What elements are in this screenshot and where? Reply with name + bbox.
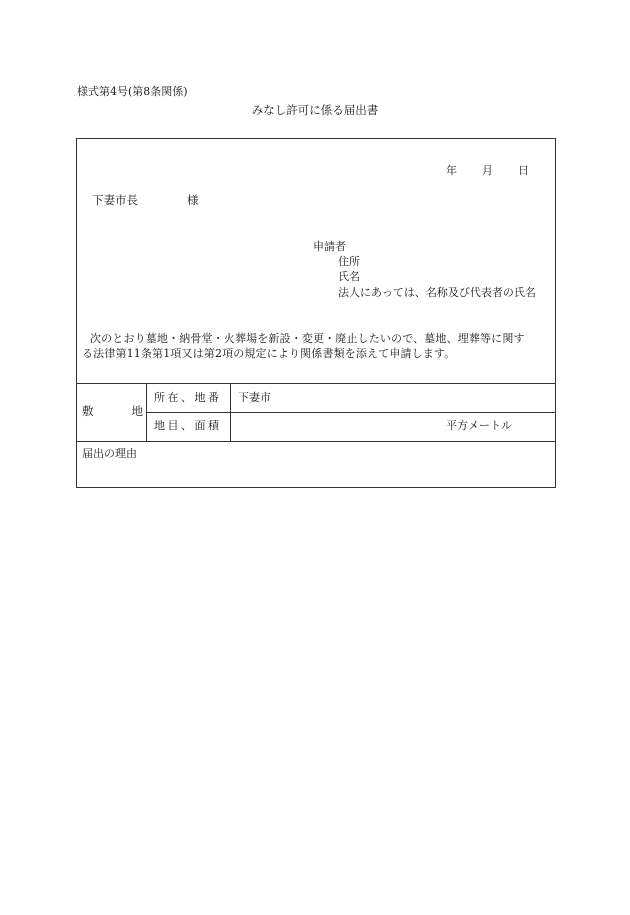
form-number-label: 様式第4号(第8条関係) xyxy=(77,85,188,98)
site-label xyxy=(82,406,143,418)
date-line xyxy=(446,165,529,176)
corporate-name-note: 法人にあっては、名称及び代表者の氏名 xyxy=(338,286,536,299)
location-lot-label: 所在、地番 xyxy=(154,391,222,404)
applicant-label: 申請者 xyxy=(313,240,346,253)
site-label-char-1: 敷 xyxy=(82,404,94,418)
day-label: 日 xyxy=(518,164,529,177)
divider-site-column xyxy=(146,383,147,441)
area-unit-label: 平方メートル xyxy=(446,419,512,432)
form-frame xyxy=(76,138,556,488)
document-title: みなし許可に係る届出書 xyxy=(251,103,379,117)
divider-reason-row xyxy=(76,441,555,442)
addressee-honorific: 様 xyxy=(187,193,199,207)
month-label: 月 xyxy=(482,164,493,177)
land-category-area-label: 地目、面積 xyxy=(154,419,222,432)
year-label: 年 xyxy=(446,164,457,177)
divider-site-rows xyxy=(146,412,555,413)
divider-label-column xyxy=(230,383,231,441)
address-label: 住所 xyxy=(338,255,360,268)
name-label: 氏名 xyxy=(338,270,360,283)
notification-reason-label: 届出の理由 xyxy=(82,447,137,460)
addressee-name: 下妻市長 xyxy=(92,193,138,207)
application-text-line-1: 次のとおり墓地・納骨堂・火葬場を新設・変更・廃止したいので、墓地、埋葬等に関す xyxy=(90,332,525,345)
site-label-char-2: 地 xyxy=(131,404,143,418)
location-value: 下妻市 xyxy=(238,391,271,404)
application-text-line-2: る法律第11条第1項又は第2項の規定により関係書類を添えて申請します。 xyxy=(82,347,456,360)
divider-upper-section xyxy=(76,383,555,384)
